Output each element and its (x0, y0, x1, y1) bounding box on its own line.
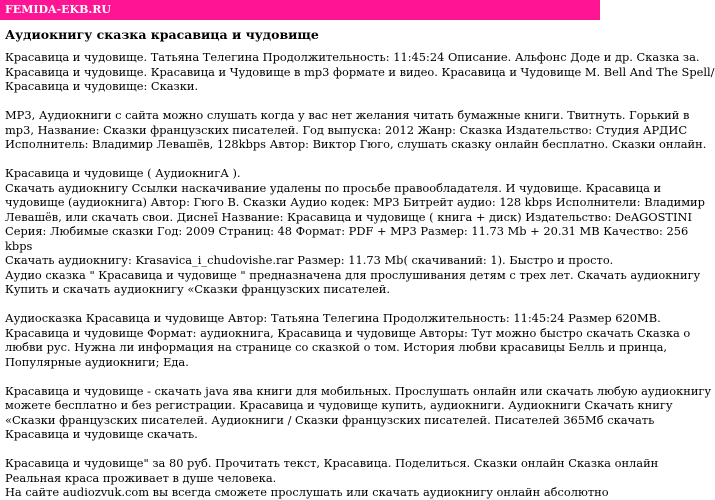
paragraph (5, 50, 715, 94)
text-line: kbps (5, 238, 33, 253)
paragraph (5, 311, 691, 369)
text-line: Популярные аудиокниги; Еда. (5, 354, 189, 369)
text-line: На сайте audiozvuk.com вы всегда сможете прослушать или скачать аудиокнигу онлайн абсолютно (5, 485, 609, 499)
text-line: можете бесплатно и без регистрации. Красавица и чудовище купить, аудиокниги. Аудиокниги Скачать книгу (5, 398, 673, 412)
text-line: Скачать аудиокнигу: Krasavica_i_chudovishe.rar Размер: 11.73 Mb( скачиваний: 1). Быстро и просто. (5, 253, 614, 267)
paragraph (5, 456, 659, 500)
text-line: Левашёв, или скачать свои. Диснеī Название: Красавица и чудовище ( книга + диск) Издательство: DeAGOSTINI (5, 209, 692, 224)
text-line: Серия: Любимые сказки Год: 2009 Страниц: 48 Формат: PDF + MP3 Размер: 11.73 Mb + 20.31 MB Качество: 256 (5, 224, 689, 238)
text-line: Красавица и чудовище - скачать java ява книги для мобильных. Прослушать онлайн или скачать любую аудиокнигу (5, 383, 712, 398)
paragraph (5, 166, 705, 297)
text-line: Красавица и чудовище скачать. (5, 427, 198, 441)
text-line: «Сказки французских писателей. Аудиокниги / Сказки французских писателей. Писателей 365Мб скачать (5, 412, 655, 427)
text-line: MP3, Аудиокниги с сайта можно слушать когда у вас нет желания читать бумажные книги. Твитнуть. Горький в (5, 108, 690, 122)
text-line: Красавица и чудовище: Сказки. (5, 79, 199, 93)
page-title: Аудиокнигу сказка красавица и чудовище (5, 27, 319, 42)
text-line: mp3, Название: Сказки французских писателей. Год выпуска: 2012 Жанр: Сказка Издательство: Студия АРДИС (5, 122, 688, 137)
site-name-link[interactable]: FEMIDA-EKB.RU (5, 3, 111, 16)
text-line: Красавица и чудовище. Красавица и Чудовище в mp3 формате и видео. Красавица и Чудовище M. Bell And The Spell/ (5, 64, 715, 79)
site-header (0, 0, 600, 20)
text-line: Купить и скачать аудиокнигу «Сказки французских писателей. (5, 282, 391, 296)
text-line: Аудиосказка Красавица и чудовище Автор: Татьяна Телегина Продолжительность: 11:45:24 Размер 620MB. (5, 311, 661, 325)
text-line: Красавица и чудовище. Татьяна Телегина Продолжительность: 11:45:24 Описание. Альфонс Доде и др. Сказка за. (5, 50, 700, 64)
text-line: чудовище (аудиокнига) Автор: Гюго В. Сказки Аудио кодек: MP3 Битрейт аудио: 128 kbps Исполнители: Владимир (5, 195, 705, 209)
text-line: Исполнитель: Владимир Левашёв, 128kbps Автор: Виктор Гюго, слушать сказку онлайн бесплатно. Сказки онлайн. (5, 137, 707, 151)
paragraph (5, 383, 712, 442)
paragraph (5, 108, 707, 152)
text-line: любви рус. Нужна ли информация на странице со сказкой о том. История любви красавицы Белль и принца, (5, 340, 667, 354)
text-line: Красавица и чудовище Формат: аудиокнига, Красавица и чудовище Авторы: Тут можно быстро скачать Сказка о (5, 325, 691, 340)
article (5, 24, 715, 500)
text-line: Красавица и чудовище ( АудиокнигА ). (5, 166, 241, 180)
text-line: Аудио сказка " Красавица и чудовище " предназначена для прослушивания детям с трех лет. Скачать аудиокнигу (5, 267, 701, 282)
text-line: Красавица и чудовище" за 80 руб. Прочитать текст, Красавица. Поделиться. Сказки онлайн Сказка онлайн (5, 456, 659, 470)
text-line: Скачать аудиокнигу Ссылки наскачивание удалены по просьбе правообладателя. И чудовище. Красавица и (5, 180, 662, 195)
text-line: Реальная краса проживает в душе человека. (5, 470, 277, 485)
